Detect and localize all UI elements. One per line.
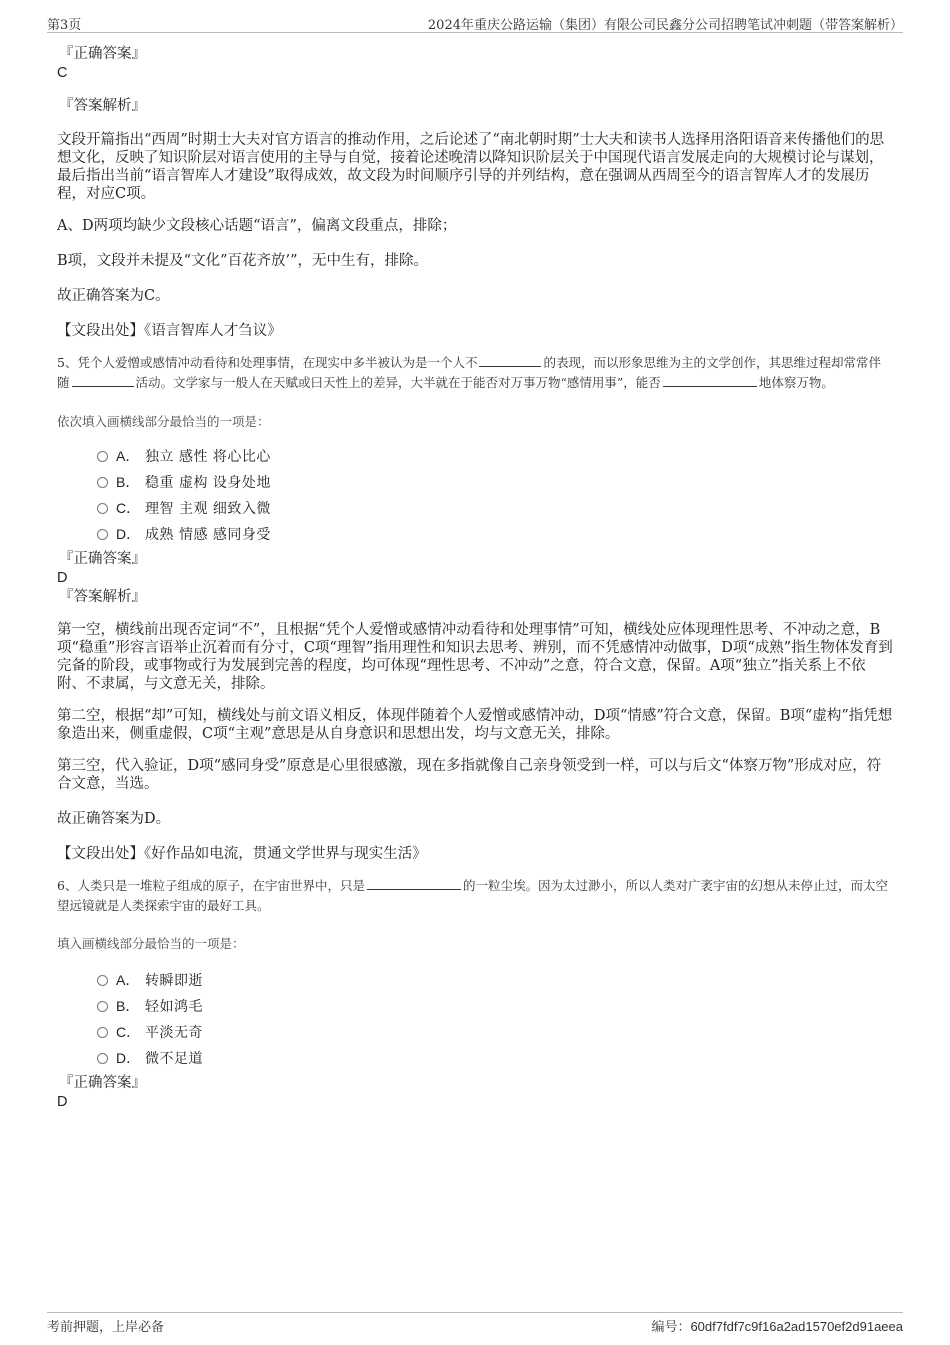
answer-label: 『正确答案』 — [59, 551, 146, 567]
analysis-paragraph: 故正确答案为D。 — [57, 811, 171, 827]
document-code: 编号：60df7fdf7c9f16a2ad1570ef2d91aeea — [651, 1319, 903, 1335]
option-list — [57, 444, 893, 548]
option-d[interactable]: D． 成熟 情感 感同身受 — [57, 522, 893, 548]
radio-button[interactable] — [97, 477, 108, 488]
radio-button[interactable] — [97, 503, 108, 514]
page-header — [47, 12, 903, 33]
option-c[interactable]: C． 平淡无奇 — [57, 1020, 893, 1046]
analysis-paragraph: A、D两项均缺少文段核心话题“语言”，偏离文段重点，排除； — [57, 218, 457, 234]
answer-value: D — [57, 570, 68, 586]
option-c[interactable]: C． 理智 主观 细致入微 — [57, 496, 893, 522]
option-a[interactable]: A． 独立 感性 将心比心 — [57, 444, 893, 470]
radio-button[interactable] — [97, 1027, 108, 1038]
option-list — [57, 968, 893, 1072]
answer-value: C — [57, 65, 68, 81]
answer-value: D — [57, 1094, 68, 1110]
radio-button[interactable] — [97, 1001, 108, 1012]
question-instruction: 依次填入画横线部分最恰当的一项是： — [57, 414, 270, 429]
page-number: 第3页 — [47, 18, 82, 33]
source-citation: 【文段出处】《好作品如电流，贯通文学世界与现实生活》 — [57, 846, 427, 862]
answer-label: 『正确答案』 — [59, 1075, 146, 1091]
answer-blank — [367, 876, 461, 890]
document-title: 2024年重庆公路运输（集团）有限公司民鑫分公司招聘笔试冲刺题（带答案解析） — [427, 18, 903, 33]
radio-button[interactable] — [97, 529, 108, 540]
analysis-paragraph: 第二空，根据“却”可知，横线处与前文语义相反，体现伴随着个人爱憎或感情冲动，D项“情感”符合文意，保留。B项“虚构”指凭想象造出来，侧重虚假，C项“主观”意思是从自身意识和思想出发，均与文意无关，排除。 — [57, 708, 893, 742]
question-stem: 5、凭个人爱憎或感情冲动看待和处理事情，在现实中多半被认为是一个人不 的表现，而以形象思维为主的文学创作，其思维过程却常常伴随 活动。文学家与一般人在天赋或曰天性上的差异，大半就在于能否对万事万物“感情用事”，能否 地体察万物。 — [57, 355, 881, 390]
page-footer — [47, 1312, 903, 1337]
analysis-paragraph: 故正确答案为C。 — [57, 288, 170, 304]
footer-slogan: 考前押题，上岸必备 — [47, 1320, 165, 1335]
question-stem: 6、人类只是一堆粒子组成的原子，在宇宙世界中，只是 的一粒尘埃。因为太过渺小，所以人类对广袤宇宙的幻想从未停止过，而太空望远镜就是人类探索宇宙的最好工具。 — [57, 878, 888, 913]
analysis-paragraph: 文段开篇指出“西周”时期士大夫对官方语言的推动作用，之后论述了“南北朝时期”士大夫和读书人选择用洛阳语音来传播他们的思想文化，反映了知识阶层对语言使用的主导与自觉，接着论述晚清以降知识阶层关于中国现代语言发展走向的大规模讨论与谋划，最后指出当前“语言智库人才建设”取得成效，故文段为时间顺序引导的并列结构，意在强调从西周至今的语言智库人才的发展历程，对应C项。 — [57, 132, 885, 202]
option-b[interactable]: B． 轻如鸿毛 — [57, 994, 893, 1020]
question-instruction: 填入画横线部分最恰当的一项是： — [57, 936, 245, 951]
analysis-label: 『答案解析』 — [59, 98, 146, 114]
option-a[interactable]: A． 转瞬即逝 — [57, 968, 893, 994]
analysis-paragraph: B项，文段并未提及“文化”百花齐放’”，无中生有，排除。 — [57, 253, 429, 269]
radio-button[interactable] — [97, 975, 108, 986]
page-content — [57, 45, 893, 1112]
answer-label: 『正确答案』 — [59, 46, 146, 62]
analysis-label: 『答案解析』 — [59, 589, 146, 605]
answer-blank — [72, 373, 134, 387]
analysis-paragraph: 第一空，横线前出现否定词“不”，且根据“凭个人爱憎或感情冲动看待和处理事情”可知，横线处应体现理性思考、不冲动之意，B项“稳重”形容言语举止沉着而有分寸，C项“理智”指用理性和知识去思考、辨别，而不凭感情冲动做事，D项“成熟”指生物体发育到完备的阶段，或事物或行为发展到完善的程度，均可体现“理性思考、不冲动”之意，符合文意，保留。A项“独立”指关系上不依附、不隶属，与文意无关，排除。 — [57, 622, 893, 692]
option-d[interactable]: D． 微不足道 — [57, 1046, 893, 1072]
answer-blank — [663, 373, 757, 387]
radio-button[interactable] — [97, 451, 108, 462]
analysis-paragraph: 第三空，代入验证，D项“感同身受”原意是心里很感激，现在多指就像自己亲身领受到一样，可以与后文“体察万物”形成对应，符合文意，当选。 — [57, 758, 882, 792]
answer-blank — [479, 353, 541, 367]
source-citation: 【文段出处】《语言智库人才刍议》 — [57, 323, 282, 339]
radio-button[interactable] — [97, 1053, 108, 1064]
option-b[interactable]: B． 稳重 虚构 设身处地 — [57, 470, 893, 496]
